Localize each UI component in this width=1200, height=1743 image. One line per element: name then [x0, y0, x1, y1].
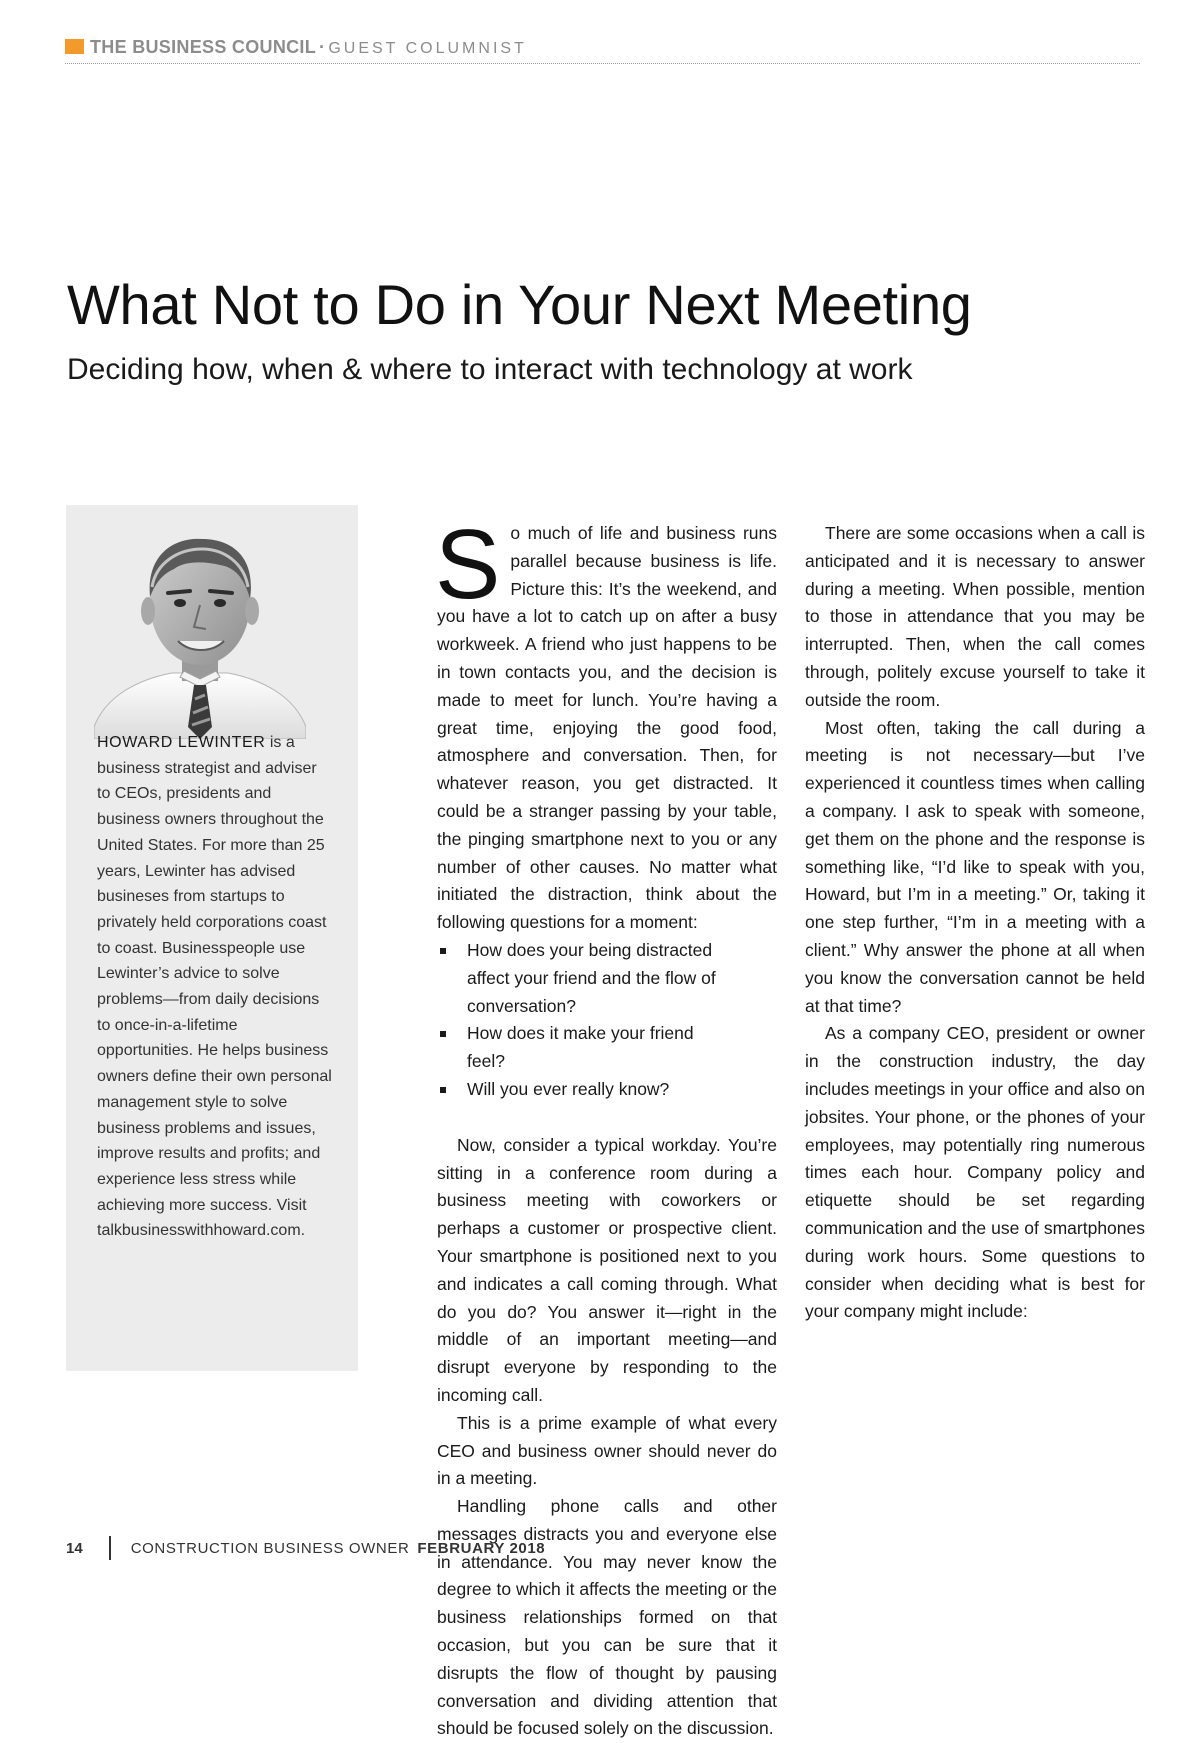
publication-name: CONSTRUCTION BUSINESS OWNER: [130, 1539, 410, 1557]
section-subtitle: GUEST COLUMNIST: [328, 40, 527, 57]
square-bullet-icon: [440, 1031, 446, 1037]
square-bullet-icon: [440, 948, 446, 954]
author-name: HOWARD LEWINTER: [97, 734, 266, 751]
list-item: [437, 1020, 727, 1076]
page-header: [65, 37, 1140, 64]
page-footer: [66, 1536, 545, 1562]
body-paragraph: As a company CEO, president or owner in the construction industry, the day includes meetings in your office and also on jobsites. Your phone, or the phones of your employees, may potentially ring numerous times each hour. Company policy and etiquette should be set regarding communication and the use of smartphones during work hours. Some questions to consider when deciding what is best for your company might include:: [805, 1023, 1145, 1322]
issue-date: FEBRUARY 2018: [417, 1539, 546, 1557]
section-title: THE BUSINESS COUNCIL: [90, 37, 317, 57]
article-column-2: [805, 520, 1145, 1326]
list-item-text: Will you ever really know?: [467, 1078, 670, 1099]
list-item-text: How does it make your friend feel?: [467, 1023, 694, 1072]
section-color-marker: [65, 39, 84, 54]
body-paragraph: This is a prime example of what every CEO and business owner should never do in a meeting.: [437, 1412, 777, 1489]
author-bio: [97, 730, 333, 1244]
body-paragraph: Now, consider a typical workday. You’re sitting in a conference room during a business meeting with coworkers or perhaps a customer or prospective client. Your smartphone is positioned next to you and indicates a call coming through. What do you do? You answer it—right in the middle of an important meeting—and disrupt everyone by responding to the incoming call.: [437, 1134, 777, 1405]
drop-cap: S: [435, 509, 501, 619]
paragraph-text: o much of life and business runs parallel because business is life. Picture this: It’s the weekend, and you have a lot to catch up on after a busy workweek. A friend who just happens to be in town contacts you, and the decision is made to meet for lunch. You’re having a great time, enjoying the good food, atmosphere and conversation. Then, for whatever reason, you get distracted. It could be a stranger passing by your table, the pinging smartphone next to you or any number of other causes. No matter what initiated the distraction, think about the following questions for a moment:: [437, 523, 777, 933]
list-item: [437, 1076, 727, 1104]
section-label: [90, 37, 527, 58]
author-bio-text: is a business strategist and adviser to CEOs, presidents and business owners throughout the United States. For more than 25 years, Lewinter has advised busineses from startups to privately held corporations coast to coast. Businesspeople use Lewinter’s advice to solve problems—from daily decisions to once-in-a-lifetime opportunities. He helps business owners define their own personal management style to solve business problems and issues, improve results and profits; and experience less stress while achieving more success. Visit talkbusinesswithhoward.com.: [97, 734, 332, 1240]
question-list: [437, 937, 777, 1104]
list-item-text: How does your being distracted affect your friend and the flow of conversation?: [467, 939, 716, 1016]
list-item: [437, 937, 727, 1020]
body-paragraph: Handling phone calls and other messages distracts you and everyone else in attendance. You may never know the degree to which it affects the meeting or the business relationships formed on that occasion, but you can be sure that it disrupts the flow of thought by pausing conversation and dividing attention that should be focused solely on the discussion.: [437, 1496, 777, 1739]
section-separator: ·: [319, 37, 326, 57]
body-paragraph: [435, 509, 777, 937]
article-title: What Not to Do in Your Next Meeting: [67, 273, 972, 336]
page-number: 14: [66, 1539, 83, 1557]
body-paragraph: There are some occasions when a call is anticipated and it is necessary to answer during a meeting. When possible, mention to those in attendance that you may be interrupted. Then, when the call comes through, politely excuse yourself to take it outside the room.: [805, 523, 1145, 710]
article-subtitle: Deciding how, when & where to interact with technology at work: [67, 353, 913, 386]
author-sidebar: [66, 505, 358, 1371]
footer-divider: [109, 1536, 111, 1560]
square-bullet-icon: [440, 1087, 446, 1093]
body-paragraph: Most often, taking the call during a meeting is not necessary—but I’ve experienced it countless times when calling a company. I ask to speak with someone, get them on the phone and the response is something like, “I’d like to speak with you, Howard, but I’m in a meeting.” Or, taking it one step further, “I’m in a meeting with a client.” Why answer the phone at all when you know the conversation cannot be held at that time?: [805, 717, 1145, 1016]
author-portrait: [94, 527, 306, 739]
